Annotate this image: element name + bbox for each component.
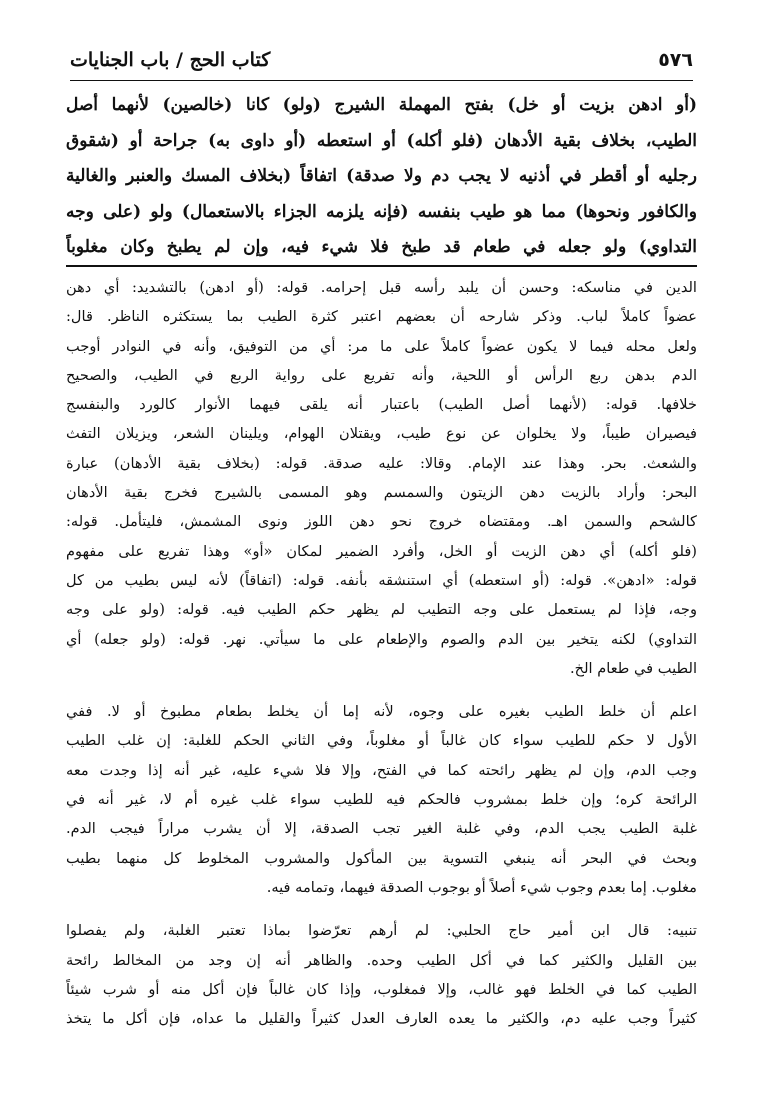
commentary-line: عضواً كاملاً لباب. وذكر شارحه أن بعضهم اعتبر كثرة الطيب بما يستكثره الناظر. قال: bbox=[66, 308, 697, 326]
commentary-line: الرائحة كره؛ وإن خلط بمشروب فالحكم فيه للطيب سواء غلب غيره أم لا، غير أنه في bbox=[66, 791, 697, 809]
commentary-line: البحر: وأراد بالزيت دهن الزيتون والسمسم وهو المسمى بالشيرج فخرج بقية الأدهان bbox=[66, 484, 697, 502]
commentary bbox=[66, 273, 697, 1033]
paragraph-gap bbox=[66, 902, 697, 916]
commentary-line: قوله: «ادهن». قوله: (أو استعطه) أي استنشقه بأنفه. قوله: (اتفاقاً) لأنه ليس بطيب من كل bbox=[66, 571, 697, 589]
commentary-paragraph-3 bbox=[66, 916, 697, 1033]
commentary-line: وبحث في البحر أنه ينبغي التسوية بين المأكول والمشروب المخلوط كل منهما بطيب bbox=[66, 849, 697, 867]
commentary-line: مغلوب. إما بعدم وجوب شيء أصلاً أو بوجوب الصدقة فيهما، وتمامه فيه. bbox=[266, 878, 697, 896]
commentary-line: التداوي) لكنه يتخير بين الدم والصوم والإطعام على ما سيأتي. نهر. قوله: (ولو جعله) أي bbox=[66, 630, 697, 648]
main-text-line: (أو ادهن بزيت أو خل) بفتح المهملة الشيرج (ولو) كانا (خالصين) لأنهما أصل bbox=[66, 95, 697, 115]
main-text-line: التداوي) ولو جعله في طعام قد طبخ فلا شيء فيه، وإن لم يطبخ وكان مغلوباً bbox=[66, 237, 697, 257]
commentary-line: فيصيران طيباً، ولا يخلوان عن نوع طيب، ويقتلان الهوام، ويلينان الشعر، ويزيلان التفث bbox=[66, 425, 697, 443]
page-number: ٥٧٦ bbox=[658, 49, 693, 71]
commentary-line: الطيب في طعام الخ. bbox=[570, 659, 697, 677]
commentary-line: وجب الدم، وإن لم يظهر رائحته كما في الفتح، وإلا فلا شيء عليه، غير أنه إذا وجدت معه bbox=[66, 761, 697, 779]
commentary-line: خلافها. قوله: (لأنهما أصل الطيب) باعتبار أنه يلقى فيهما الأنوار كالورد والبنفسج bbox=[66, 396, 697, 414]
commentary-line: والشعث. بحر. وهذا عند الإمام. وقالا: عليه صدقة. قوله: (بخلاف بقية الأدهان) عبارة bbox=[66, 454, 697, 472]
commentary-line: الأول لا حكم للطيب سواء كان غالباً أو مغلوباً، وفي الثاني الحكم للغلبة: إن غلب الطيب bbox=[66, 732, 697, 750]
commentary-line: اعلم أن خلط الطيب بغيره على وجوه، لأنه إما أن يخلط بطعام مطبوخ أو لا. ففي bbox=[66, 703, 697, 721]
page-header bbox=[70, 40, 693, 81]
main-text-line: رجليه أو أقطر في أذنيه لا يجب دم ولا صدقة) اتفاقاً (بخلاف المسك والعنبر والغالية bbox=[66, 166, 697, 186]
running-title: كتاب الحج / باب الجنايات bbox=[70, 49, 271, 71]
paragraph-gap bbox=[66, 683, 697, 697]
commentary-line: ولعل محله فيما لا يكون عضواً كاملاً على ما مر: أي من التوفيق، وأنه في النوادر أوجب bbox=[66, 337, 697, 355]
commentary-line: (فلو أكله) أي دهن الزيت أو الخل، وأفرد الضمير لمكان «أو» وهذا تفريع على مفهوم bbox=[66, 542, 697, 560]
main-text bbox=[66, 88, 697, 266]
commentary-paragraph-2 bbox=[66, 697, 697, 902]
main-text-line: والكافور ونحوها) مما هو طيب بنفسه (فإنه يلزمه الجزاء بالاستعمال) ولو (على وجه bbox=[66, 201, 697, 222]
commentary-line: غلبة الطيب يجب الدم، وفي غلبة الغير تجب الصدقة، إلا أن يشرب مراراً فيجب الدم. bbox=[66, 820, 697, 838]
commentary-line: كثيراً وجب عليه دم، والكثير ما يعده العارف العدل كثيراً والقليل ما عداه، فإن أكل ما يتخذ bbox=[66, 1010, 697, 1028]
commentary-paragraph-1 bbox=[66, 273, 697, 683]
commentary-line: تنبيه: قال ابن أمير حاج الحلبي: لم أرهم تعرّضوا بماذا تعتبر الغلبة، ولم يفصلوا bbox=[66, 922, 697, 940]
commentary-line: الدم بدهن ربع الرأس أو اللحية، وأنه تفريع على رواية الربع في الطيب، والصحيح bbox=[66, 366, 697, 384]
separator-rule bbox=[66, 265, 697, 267]
commentary-line: كالشحم والسمن اهـ. ومقتضاه خروج نحو دهن اللوز ونوى المشمش، فليتأمل. قوله: bbox=[66, 513, 697, 531]
commentary-line: الطيب كما في الخلط فهو غالب، وإلا فمغلوب، وإذا كان غالباً فإن أكل منه أو شرب شيئاً bbox=[66, 980, 697, 998]
commentary-line: بين القليل والكثير كما في أكل الطيب وحده. والظاهر أنه إن وجد من المخالط رائحة bbox=[66, 951, 697, 969]
main-text-line: الطيب، بخلاف بقية الأدهان (فلو أكله) أو استعطه (أو داوى به) جراحة أو (شقوق bbox=[66, 130, 697, 151]
commentary-line: الدين في مناسكه: وحسن أن يلبد رأسه قبل إحرامه. قوله: (أو ادهن) بالتشديد: أي دهن bbox=[66, 279, 697, 296]
commentary-line: وجه، فإذا لم يستعمل على وجه التطيب لم يظهر حكم الطيب فيه. قوله: (ولو على وجه bbox=[66, 601, 697, 619]
